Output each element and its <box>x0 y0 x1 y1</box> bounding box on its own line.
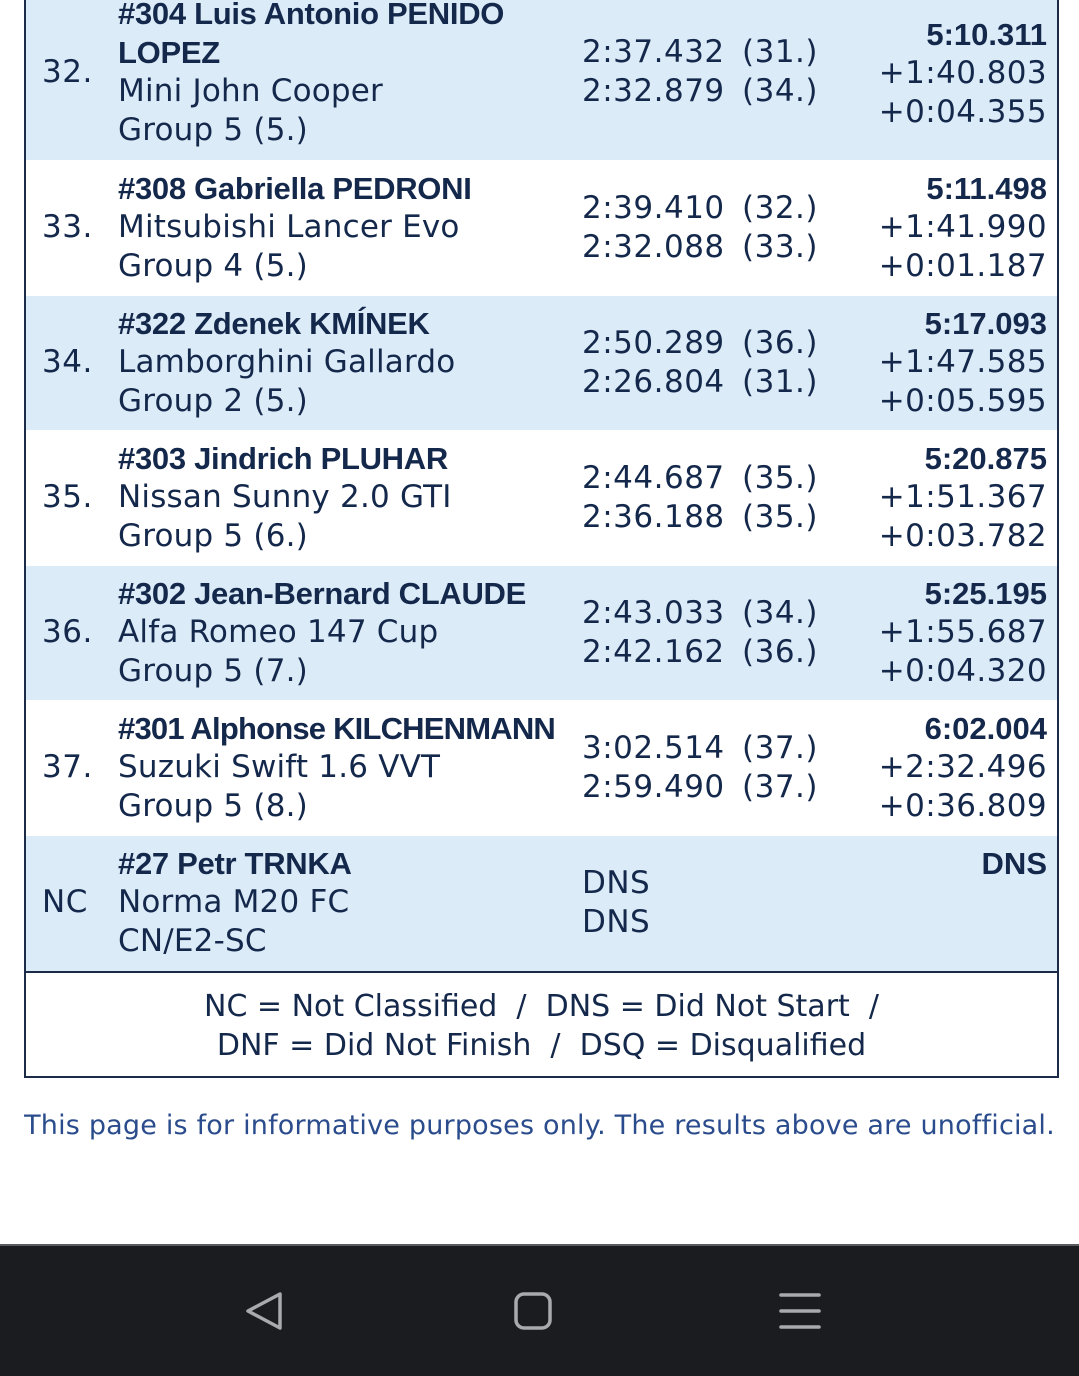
position: 35. <box>42 479 93 515</box>
driver-name: #301 Alphonse KILCHENMANN <box>118 711 556 746</box>
car-model: Mitsubishi Lancer Evo <box>118 209 460 245</box>
android-nav-bar <box>0 1244 1079 1376</box>
total-time: 5:11.498 <box>926 171 1047 206</box>
run-time: DNS <box>582 865 651 901</box>
legend-line-1: NC = Not Classified / DNS = Did Not Start / <box>204 989 879 1024</box>
run-time: 2:59.490 <box>582 769 725 805</box>
run-time: 2:42.162 <box>582 634 725 670</box>
gap-to-previous: +0:01.187 <box>878 248 1047 284</box>
driver-name: #302 Jean-Bernard CLAUDE <box>118 576 527 611</box>
total-time: 5:20.875 <box>924 441 1047 476</box>
run-time: DNS <box>582 904 651 940</box>
car-model: Suzuki Swift 1.6 VVT <box>118 749 441 785</box>
back-icon[interactable] <box>240 1286 290 1336</box>
position: NC <box>42 884 88 920</box>
driver-name-cont: LOPEZ <box>118 35 220 70</box>
total-times <box>879 304 1047 421</box>
position: 37. <box>42 749 93 785</box>
run-time: 3:02.514 <box>582 730 725 766</box>
run-rank: (33.) <box>742 229 818 265</box>
gap-to-leader: +1:55.687 <box>878 614 1047 650</box>
abbreviations-legend <box>24 973 1059 1078</box>
home-icon[interactable] <box>508 1286 558 1336</box>
run-time: 2:44.687 <box>582 460 725 496</box>
run-times <box>582 33 822 111</box>
total-times <box>879 574 1047 691</box>
legend-line-2: DNF = Did Not Finish / DSQ = Disqualified <box>216 1028 867 1063</box>
table-row <box>26 431 1057 566</box>
menu-icon[interactable] <box>775 1286 825 1336</box>
driver-name: #304 Luis Antonio PENIDO <box>118 0 505 31</box>
group-class: Group 5 (6.) <box>118 518 308 554</box>
run-rank: (35.) <box>742 460 818 496</box>
position: 36. <box>42 614 93 650</box>
driver-name: #303 Jindrich PLUHAR <box>118 441 448 476</box>
table-row <box>26 836 1057 973</box>
run-rank: (36.) <box>742 325 818 361</box>
gap-to-leader: +2:32.496 <box>878 749 1047 785</box>
car-model: Lamborghini Gallardo <box>118 344 456 380</box>
run-times <box>582 729 822 807</box>
total-times <box>879 15 1047 132</box>
gap-to-previous: +0:36.809 <box>878 788 1047 824</box>
total-times <box>879 439 1047 556</box>
group-class: Group 2 (5.) <box>118 383 308 419</box>
group-class: Group 5 (5.) <box>118 112 308 148</box>
run-time: 2:50.289 <box>582 325 725 361</box>
run-rank: (37.) <box>742 769 818 805</box>
total-time: 6:02.004 <box>924 711 1047 746</box>
disclaimer-text: This page is for informative purposes only. The results above are unofficial. <box>24 1110 1055 1141</box>
total-times <box>879 709 1047 826</box>
table-row <box>26 161 1057 296</box>
driver-info <box>118 169 578 286</box>
run-rank: (34.) <box>742 595 818 631</box>
car-model: Nissan Sunny 2.0 GTI <box>118 479 452 515</box>
table-row <box>26 566 1057 701</box>
position: 32. <box>42 54 93 90</box>
run-times <box>582 459 822 537</box>
run-rank: (36.) <box>742 634 818 670</box>
run-times <box>582 189 822 267</box>
total-time: 5:17.093 <box>924 306 1047 341</box>
run-time: 2:32.879 <box>582 73 725 109</box>
run-rank: (34.) <box>742 73 818 109</box>
driver-name: #322 Zdenek KMÍNEK <box>118 306 430 341</box>
group-class: Group 4 (5.) <box>118 248 308 284</box>
car-model: Norma M20 FC <box>118 884 350 920</box>
car-model: Alfa Romeo 147 Cup <box>118 614 439 650</box>
run-time: 2:43.033 <box>582 595 725 631</box>
run-time: 2:39.410 <box>582 190 725 226</box>
gap-to-leader: +1:51.367 <box>878 479 1047 515</box>
driver-info <box>118 304 578 421</box>
driver-info <box>118 574 578 691</box>
group-class: Group 5 (8.) <box>118 788 308 824</box>
position: 34. <box>42 344 93 380</box>
car-model: Mini John Cooper <box>118 73 384 109</box>
run-rank: (35.) <box>742 499 818 535</box>
run-time: 2:36.188 <box>582 499 725 535</box>
run-rank: (31.) <box>742 34 818 70</box>
gap-to-previous: +0:03.782 <box>878 518 1047 554</box>
driver-info <box>118 439 578 556</box>
gap-to-previous: +0:05.595 <box>878 383 1047 419</box>
run-times <box>582 594 822 672</box>
total-time: 5:25.195 <box>924 576 1047 611</box>
gap-to-previous: +0:04.355 <box>878 94 1047 130</box>
run-1 <box>582 33 822 72</box>
run-time: 2:26.804 <box>582 364 725 400</box>
driver-name: #308 Gabriella PEDRONI <box>118 171 472 206</box>
run-times <box>582 324 822 402</box>
run-rank: (32.) <box>742 190 818 226</box>
total-time: 5:10.311 <box>926 17 1047 52</box>
driver-info <box>118 709 578 826</box>
table-row <box>26 701 1057 836</box>
driver-info <box>118 0 578 150</box>
total-time: DNS <box>981 846 1047 881</box>
gap-to-previous: +0:04.320 <box>878 653 1047 689</box>
position: 33. <box>42 209 93 245</box>
run-times <box>582 864 822 942</box>
gap-to-leader: +1:40.803 <box>878 55 1047 91</box>
table-row <box>26 0 1057 161</box>
results-table <box>24 0 1059 973</box>
run-time: 2:32.088 <box>582 229 725 265</box>
driver-info <box>118 844 578 961</box>
run-rank: (37.) <box>742 730 818 766</box>
group-class: Group 5 (7.) <box>118 653 308 689</box>
gap-to-leader: +1:47.585 <box>878 344 1047 380</box>
table-row <box>26 296 1057 431</box>
group-class: CN/E2-SC <box>118 923 267 959</box>
run-rank: (31.) <box>742 364 818 400</box>
run-2 <box>582 72 822 111</box>
run-time: 2:37.432 <box>582 34 725 70</box>
gap-to-leader: +1:41.990 <box>878 209 1047 245</box>
total-times <box>879 169 1047 286</box>
driver-name: #27 Petr TRNKA <box>118 846 352 881</box>
total-times <box>982 844 1047 883</box>
